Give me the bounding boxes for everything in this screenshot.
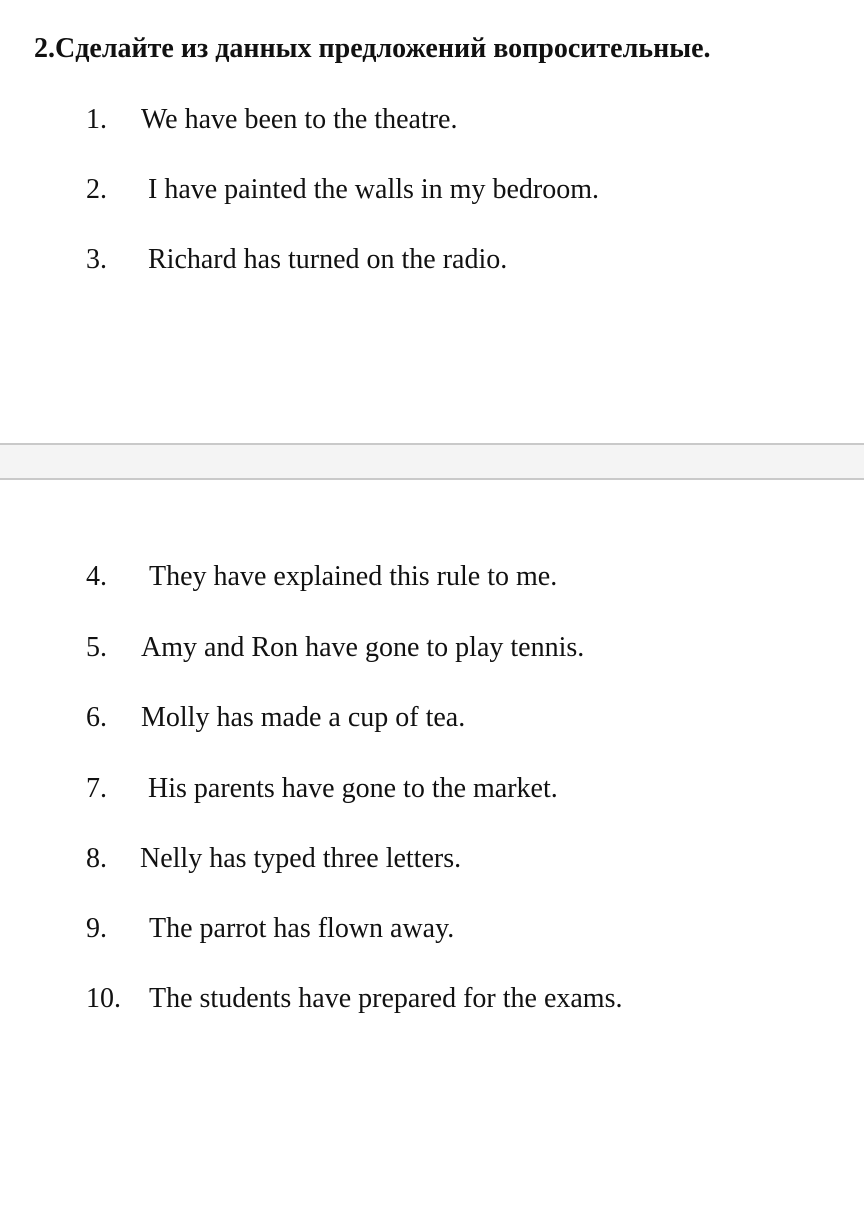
item-number: 5. <box>86 632 107 663</box>
item-text: Richard has turned on the radio. <box>148 244 508 275</box>
item-text: The parrot has flown away. <box>149 913 455 944</box>
item-number: 9. <box>86 913 107 944</box>
item-text: Nelly has typed three letters. <box>140 843 462 874</box>
item-text: I have painted the walls in my bedroom. <box>148 174 599 205</box>
item-text: Molly has made a cup of tea. <box>141 702 466 733</box>
item-number: 7. <box>86 773 107 804</box>
item-number: 1. <box>86 104 107 135</box>
item-number: 4. <box>86 561 107 592</box>
item-number: 2. <box>86 174 107 205</box>
item-text: Amy and Ron have gone to play tennis. <box>141 632 585 663</box>
item-text: The students have prepared for the exams. <box>149 983 623 1014</box>
item-text: We have been to the theatre. <box>141 104 458 135</box>
item-number: 3. <box>86 244 107 275</box>
item-number: 6. <box>86 702 107 733</box>
item-text: They have explained this rule to me. <box>149 561 558 592</box>
item-number: 8. <box>86 843 107 874</box>
page-break-divider <box>0 443 864 480</box>
exercise-heading: 2.Сделайте из данных предложений вопросительные. <box>34 33 711 64</box>
item-text: His parents have gone to the market. <box>148 773 558 804</box>
item-number: 10. <box>86 983 121 1014</box>
